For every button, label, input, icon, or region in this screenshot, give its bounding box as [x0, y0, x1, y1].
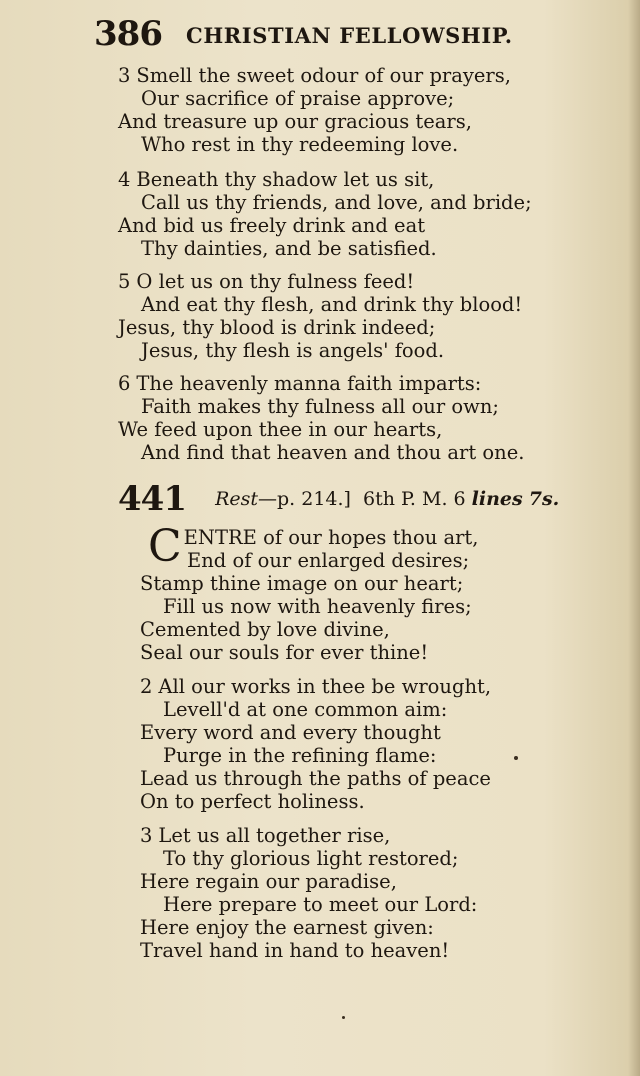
prev-hymn-verse-6 [118, 372, 598, 464]
verse-line [118, 270, 598, 293]
verse-line-text: ENTRE of our hopes thou art, [183, 526, 479, 549]
verse-line [140, 675, 600, 698]
verse-line: And treasure up our gracious tears, [118, 110, 472, 133]
print-speck [514, 756, 518, 760]
tune-reference: —p. 214.] [258, 488, 351, 510]
verse-number: 3 [140, 824, 153, 847]
verse-line: To thy glorious light restored; [163, 847, 459, 870]
verse-line [118, 64, 598, 87]
verse-number: 3 [118, 64, 131, 87]
hymn-number: 441 [118, 479, 186, 519]
verse-number: 2 [140, 675, 153, 698]
verse-line: Travel hand in hand to heaven! [140, 939, 450, 962]
meter-code: 7s. [528, 488, 560, 510]
verse-line: Seal our souls for ever thine! [140, 641, 429, 664]
verse-line-text: O let us on thy fulness feed! [136, 270, 415, 293]
verse-line: And bid us freely drink and eat [118, 214, 426, 237]
verse-number: 6 [118, 372, 131, 395]
verse-line: Levell'd at one common aim: [163, 698, 448, 721]
verse-line: Our sacrifice of praise approve; [141, 87, 455, 110]
verse-number: 4 [118, 168, 131, 191]
verse-line: Stamp thine image on our heart; [140, 572, 464, 595]
hymn-heading [118, 479, 598, 519]
page-header [94, 14, 584, 54]
verse-line: And find that heaven and thou art one. [141, 441, 525, 464]
verse-line-text: All our works in thee be wrought, [158, 675, 492, 698]
meter: 6th P. M. 6 [362, 488, 466, 510]
page-edge-shadow [628, 0, 640, 1076]
verse-number: 5 [118, 270, 131, 293]
verse-line [118, 168, 598, 191]
verse-line: Cemented by love divine, [140, 618, 390, 641]
verse-line-text: The heavenly manna faith imparts: [136, 372, 482, 395]
hymn-meta [215, 479, 559, 519]
verse-line: Purge in the refining flame: [163, 744, 437, 767]
verse-line: Fill us now with heavenly fires; [163, 595, 472, 618]
verse-line: Lead us through the paths of peace [140, 767, 491, 790]
prev-hymn-verse-5 [118, 270, 598, 362]
meter-lines-label: lines [471, 488, 523, 510]
prev-hymn-verse-3 [118, 64, 598, 156]
hymn-verse-3 [140, 824, 600, 962]
running-head: CHRISTIAN FELLOWSHIP. [186, 23, 513, 48]
page-number: 386 [94, 14, 162, 54]
verse-line-text: Let us all together rise, [158, 824, 391, 847]
verse-line: Jesus, thy blood is drink indeed; [118, 316, 436, 339]
verse-line: And eat thy flesh, and drink thy blood! [141, 293, 523, 316]
verse-line: Faith makes thy fulness all our own; [141, 395, 499, 418]
verse-line: Here enjoy the earnest given: [140, 916, 434, 939]
verse-line-text: Beneath thy shadow let us sit, [136, 168, 435, 191]
verse-line: Every word and every thought [140, 721, 441, 744]
verse-line-text: Smell the sweet odour of our prayers, [136, 64, 511, 87]
verse-line: Who rest in thy redeeming love. [141, 133, 459, 156]
verse-line: We feed upon thee in our hearts, [118, 418, 443, 441]
verse-line [118, 372, 598, 395]
verse-line: Thy dainties, and be satisfied. [141, 237, 437, 260]
hymn-verse-1 [140, 521, 600, 664]
hymn-verse-2 [140, 675, 600, 813]
verse-line: End of our enlarged desires; [187, 549, 470, 572]
verse-line: Here regain our paradise, [140, 870, 397, 893]
verse-line: Here prepare to meet our Lord: [163, 893, 478, 916]
tune-name: Rest [215, 488, 259, 510]
print-speck [342, 1016, 345, 1019]
verse-line: On to perfect holiness. [140, 790, 365, 813]
drop-cap: C [148, 521, 182, 572]
verse-line: Jesus, thy flesh is angels' food. [141, 339, 445, 362]
prev-hymn-verse-4 [118, 168, 598, 260]
verse-line [140, 824, 600, 847]
verse-line: Call us thy friends, and love, and bride; [141, 191, 532, 214]
